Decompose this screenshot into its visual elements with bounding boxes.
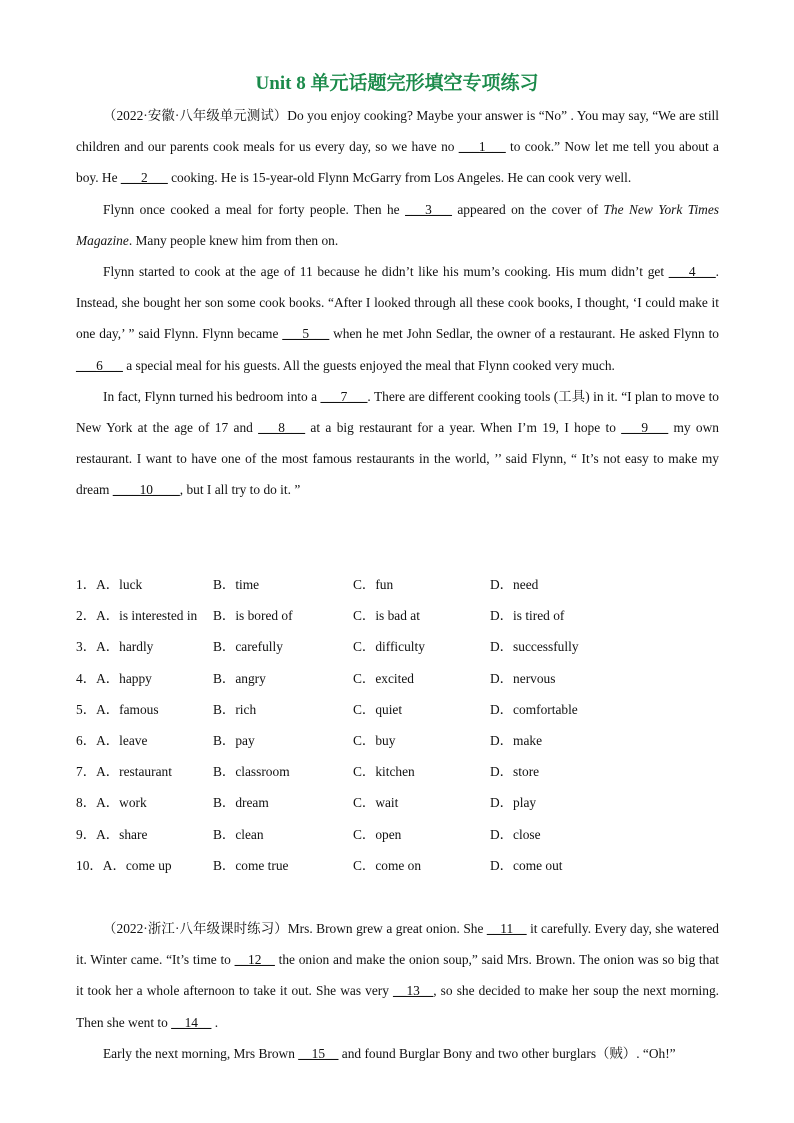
- question-number: 6．: [76, 732, 97, 748]
- passage-text: , so she decided to make her soup the next morning. Then she went to: [76, 983, 719, 1030]
- passage-text: to cook.” Now let me tell you about a boy. He: [76, 139, 719, 186]
- passage-text: （2022·安徽·八年级单元测试）Do you enjoy cooking? Maybe your answer is “No” . You may say, “We are still children and our parents cook meals for us every day, so we have no: [76, 108, 719, 155]
- question-row: [76, 694, 736, 725]
- option-d[interactable]: D．play: [490, 795, 537, 811]
- question-number: 4．: [76, 670, 97, 686]
- option-b[interactable]: B．time: [213, 577, 260, 592]
- passage-text: and found Burglar Bony and two other burglars（贼）. “Oh!”: [338, 1045, 676, 1061]
- option-a[interactable]: [76, 725, 147, 756]
- paragraph: [76, 381, 719, 506]
- answer-blank: ___2___: [120, 170, 168, 186]
- question-number: 10．: [76, 857, 103, 873]
- option-a[interactable]: [76, 694, 159, 725]
- answer-blank: __12__: [234, 952, 275, 968]
- answer-blank: ___8___: [258, 420, 306, 436]
- option-c[interactable]: C．is bad at: [353, 608, 420, 624]
- question-number: 9．: [76, 826, 97, 842]
- option-a[interactable]: [76, 631, 153, 662]
- passage-text: cooking. He is 15-year-old Flynn McGarry from Los Angeles. He can cook very well.: [167, 170, 632, 186]
- answer-blank: ___6___: [76, 357, 123, 373]
- passage-text: at a big restaurant for a year. When I’m 19, I hope to: [305, 420, 622, 436]
- option-b[interactable]: B．clean: [213, 826, 264, 842]
- passage-text: when he met John Sedlar, the owner of a restaurant. He asked Flynn to: [329, 326, 719, 342]
- paragraph: [76, 256, 719, 381]
- option-c[interactable]: C．excited: [353, 670, 414, 686]
- question-number: 1．: [76, 577, 97, 592]
- option-a-label: A．share: [96, 826, 148, 842]
- option-d[interactable]: D．make: [490, 732, 543, 748]
- paragraph: [76, 100, 719, 194]
- question-row: [76, 600, 736, 631]
- question-number: 8．: [76, 795, 97, 811]
- magazine-title: The New York Times Magazine: [76, 201, 719, 248]
- question-number: 5．: [76, 701, 97, 717]
- option-a-label: A．leave: [96, 732, 148, 748]
- option-d[interactable]: D．comfortable: [490, 701, 578, 717]
- paragraph: [76, 913, 719, 1038]
- passage-text: a special meal for his guests. All the guests enjoyed the meal that Flynn cooked very much.: [122, 357, 615, 373]
- passage-1: [76, 100, 719, 506]
- passage-text: the onion and make the onion soup,” said Mrs. Brown. The onion was so big that it took her a whole afternoon to take it out. She was very: [76, 952, 720, 999]
- answer-blank: ____10____: [112, 482, 180, 498]
- passage-text: it carefully. Every day, she watered it. Winter came. “It’s time to: [76, 921, 719, 968]
- option-d[interactable]: D．successfully: [490, 639, 579, 655]
- question-number: 7．: [76, 764, 97, 780]
- option-a[interactable]: [76, 569, 142, 600]
- option-c[interactable]: C．open: [353, 826, 402, 842]
- passage-text: , but I all try to do it. ”: [179, 482, 301, 498]
- option-c[interactable]: C．fun: [353, 577, 394, 592]
- question-row: [76, 756, 736, 787]
- option-b[interactable]: B．angry: [213, 670, 266, 686]
- question-number: 3．: [76, 639, 97, 655]
- option-a[interactable]: [76, 819, 147, 850]
- question-row: [76, 663, 736, 694]
- option-a-label: A．happy: [96, 670, 152, 686]
- option-a-label: A．work: [96, 795, 147, 811]
- option-c[interactable]: C．buy: [353, 732, 396, 748]
- option-b[interactable]: B．classroom: [213, 764, 290, 780]
- passage-text: .: [211, 1014, 219, 1030]
- option-c[interactable]: C．difficulty: [353, 639, 425, 655]
- question-row: [76, 725, 736, 756]
- answer-blank: __14__: [171, 1014, 212, 1030]
- option-a-label: A．restaurant: [96, 764, 172, 780]
- option-b[interactable]: B．rich: [213, 701, 257, 717]
- option-d[interactable]: D．come out: [490, 857, 563, 873]
- passage-text: Flynn started to cook at the age of 11 because he didn’t like his mum’s cooking. His mum didn’t get: [103, 264, 669, 280]
- passage-text: . Instead, she bought her son some cook books. “After I looked through all these cook books, I thought, ‘I could make it one day,’ ” said Flynn. Flynn became: [76, 264, 719, 342]
- option-c[interactable]: C．kitchen: [353, 764, 415, 780]
- answer-blank: ___4___: [668, 264, 716, 280]
- passage-text: my own restaurant. I want to have one of the most famous restaurants in the world, ’’ said Flynn, “ It’s not easy to make my dream: [76, 420, 719, 498]
- option-a-label: A．luck: [96, 577, 143, 592]
- option-a[interactable]: [76, 787, 147, 818]
- question-row: [76, 569, 736, 600]
- paragraph: [76, 194, 719, 256]
- answer-blank: ___1___: [458, 139, 506, 155]
- option-b[interactable]: B．is bored of: [213, 608, 293, 624]
- answer-blank: __11__: [486, 921, 527, 936]
- option-a-label: A．hardly: [96, 639, 154, 655]
- answer-blank: ___7___: [320, 388, 368, 404]
- question-row: [76, 787, 736, 818]
- answer-blank: ___9___: [621, 420, 669, 436]
- option-d[interactable]: D．close: [490, 826, 541, 842]
- question-row: [76, 850, 736, 881]
- page-title: Unit 8 单元话题完形填空专项练习: [255, 73, 539, 94]
- passage-text: Flynn once cooked a meal for forty people. Then he: [103, 201, 406, 217]
- option-a[interactable]: [76, 756, 172, 787]
- option-a[interactable]: [76, 663, 152, 694]
- answer-blank: ___3___: [405, 201, 452, 217]
- option-b[interactable]: B．dream: [213, 795, 269, 811]
- passage-text: （2022·浙江·八年级课时练习）Mrs. Brown grew a great onion. She: [103, 921, 487, 936]
- question-number: 2．: [76, 608, 97, 624]
- option-b[interactable]: B．pay: [213, 732, 255, 748]
- passage-2: [76, 913, 719, 1069]
- option-b[interactable]: B．carefully: [213, 639, 283, 655]
- option-d[interactable]: D．need: [490, 577, 539, 592]
- question-row: [76, 631, 736, 662]
- passage-text: . Many people knew him from then on.: [128, 232, 339, 248]
- answer-blank: __13__: [393, 983, 434, 999]
- passage-text: appeared on the cover of: [451, 201, 604, 217]
- question-options: [76, 569, 736, 881]
- option-a-label: A．famous: [96, 701, 159, 717]
- option-c[interactable]: C．wait: [353, 795, 399, 811]
- answer-blank: __15__: [298, 1045, 339, 1061]
- paragraph: [76, 1038, 719, 1069]
- option-a[interactable]: [76, 850, 172, 881]
- option-d[interactable]: D．store: [490, 764, 540, 780]
- option-c[interactable]: C．quiet: [353, 701, 403, 717]
- option-c[interactable]: C．come on: [353, 857, 422, 873]
- option-a-label: A．is interested in: [96, 608, 198, 624]
- passage-text: Early the next morning, Mrs Brown: [103, 1045, 299, 1061]
- option-a-label: A．come up: [102, 857, 172, 873]
- option-d[interactable]: D．nervous: [490, 670, 556, 686]
- option-a[interactable]: [76, 600, 197, 631]
- passage-text: . There are different cooking tools (工具) in it. “I plan to move to New York at the age of 17 and: [76, 388, 719, 436]
- answer-blank: ___5___: [282, 326, 330, 342]
- option-d[interactable]: D．is tired of: [490, 608, 565, 624]
- passage-text: In fact, Flynn turned his bedroom into a: [103, 388, 321, 404]
- question-row: [76, 819, 736, 850]
- option-b[interactable]: B．come true: [213, 857, 289, 873]
